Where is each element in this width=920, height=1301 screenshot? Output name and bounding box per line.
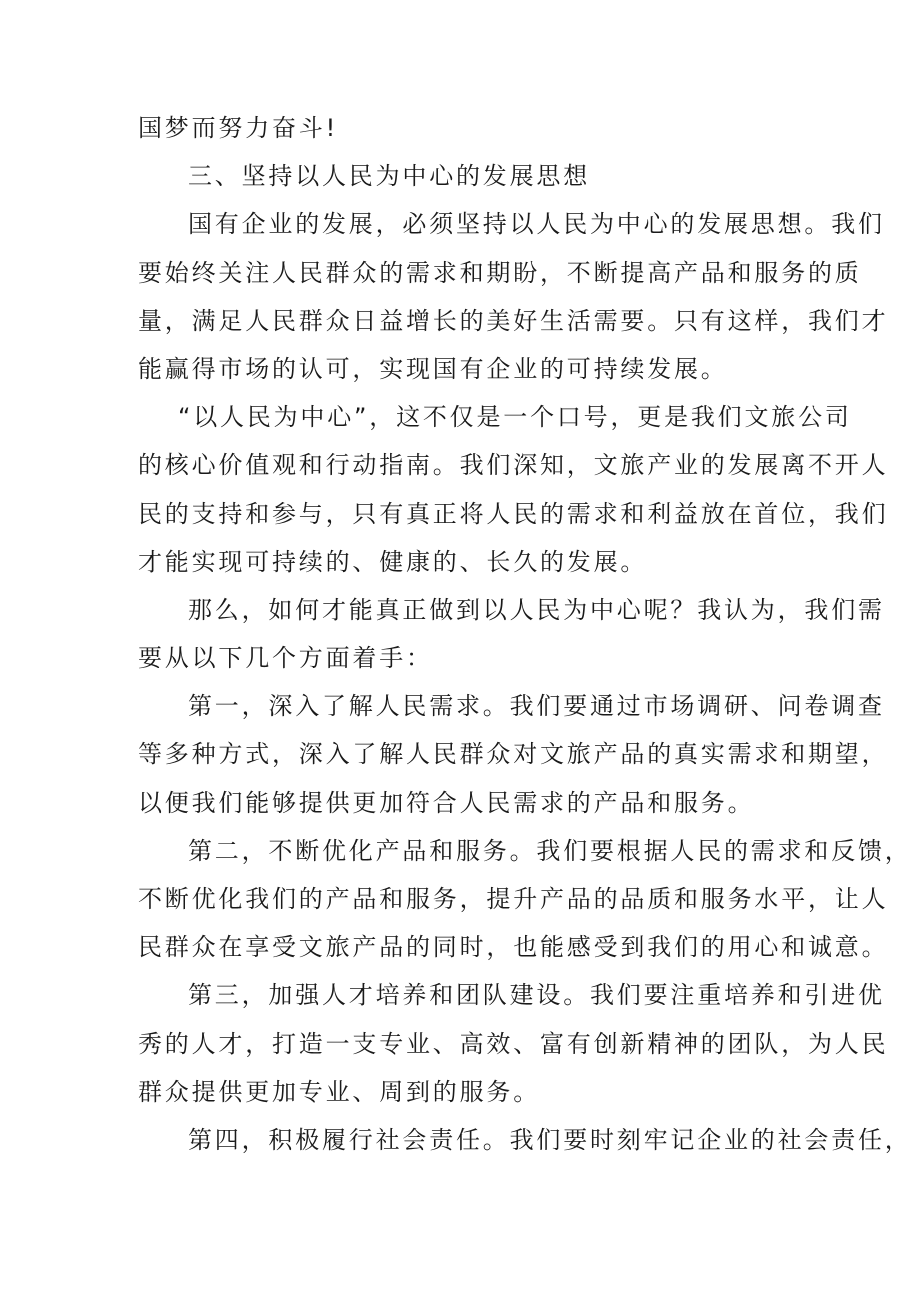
text-line-16: 第二，不断优化产品和服务。我们要根据人民的需求和反馈， [188,836,912,865]
text-line-12: 要从以下几个方面着手： [138,644,433,673]
text-line-6: 能赢得市场的认可，实现国有企业的可持续发展。 [138,354,728,383]
text-line-17: 不断优化我们的产品和服务，提升产品的品质和服务水平，让人 [138,885,889,913]
text-line-20: 秀的人才，打造一支专业、高效、富有创新精神的团队，为人民 [138,1029,889,1058]
text-line-3: 国有企业的发展，必须坚持以人民为中心的发展思想。我们 [188,210,885,239]
text-line-5: 量，满足人民群众日益增长的美好生活需要。只有这样，我们才 [138,306,889,335]
text-line-4: 要始终关注人民群众的需求和期盼，不断提高产品和服务的质 [138,258,862,287]
text-line-11: 那么，如何才能真正做到以人民为中心呢？我认为，我们需 [188,595,885,624]
section-heading: 三、坚持以人民为中心的发展思想 [188,162,590,191]
text-line-18: 民群众在享受文旅产品的同时，也能感受到我们的用心和诚意。 [138,933,889,962]
text-line-9: 民的支持和参与，只有真正将人民的需求和利益放在首位，我们 [138,499,889,528]
text-line-1: 国梦而努力奋斗! [138,114,339,142]
text-line-7: “以人民为中心”，这不仅是一个口号，更是我们文旅公司 [178,403,852,432]
text-line-10: 才能实现可持续的、健康的、长久的发展。 [138,547,648,576]
text-line-14: 等多种方式，深入了解人民群众对文旅产品的真实需求和期望， [138,740,889,769]
text-line-21: 群众提供更加专业、周到的服务。 [138,1077,540,1106]
text-line-8: 的核心价值观和行动指南。我们深知，文旅产业的发展离不开人 [138,451,889,480]
text-line-13: 第一，深入了解人民需求。我们要通过市场调研、问卷调查 [188,692,885,721]
text-line-22: 第四，积极履行社会责任。我们要时刻牢记企业的社会责任， [188,1125,912,1154]
document-body [138,104,912,1164]
text-line-19: 第三，加强人才培养和团队建设。我们要注重培养和引进优 [188,981,885,1010]
text-line-15: 以便我们能够提供更加符合人民需求的产品和服务。 [138,788,755,817]
